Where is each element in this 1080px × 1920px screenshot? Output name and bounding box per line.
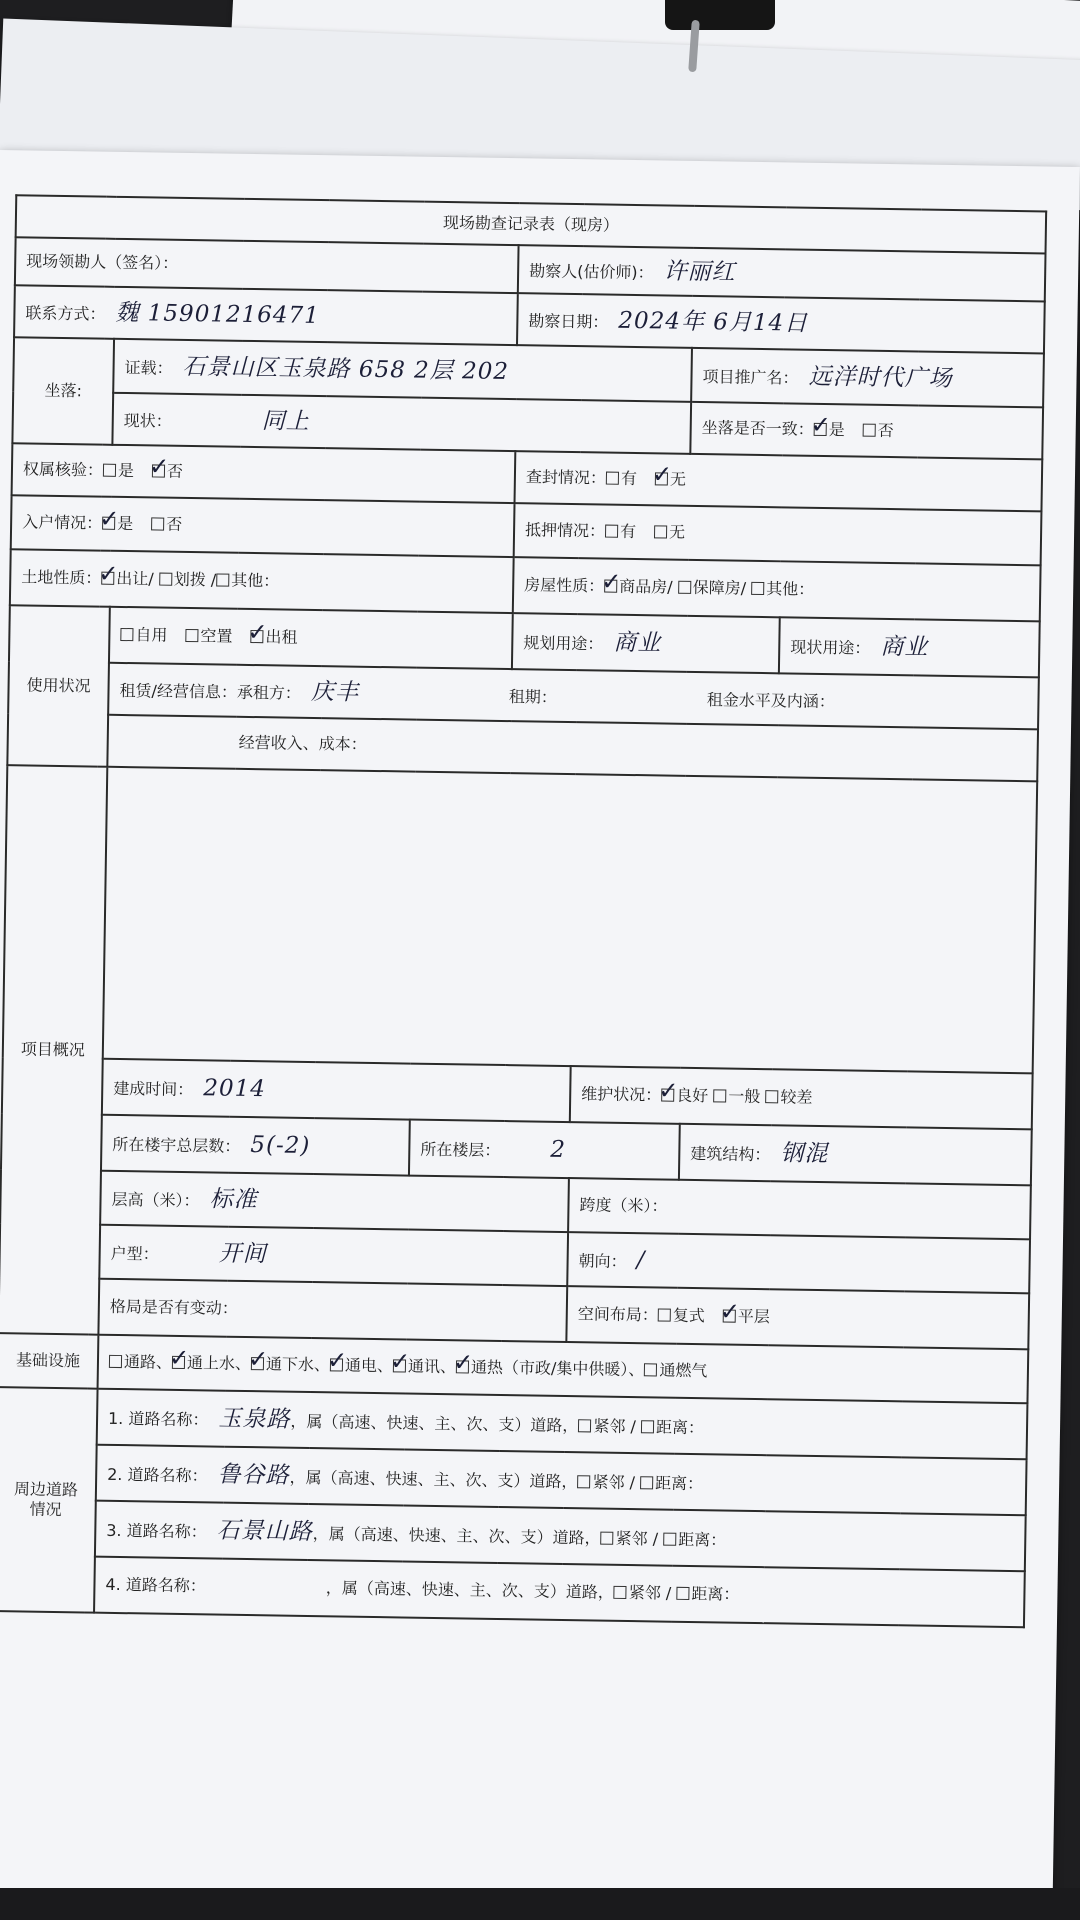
ownership-check-field [12, 443, 516, 503]
road-4-prefix: 4. 道路名称： [105, 1574, 206, 1596]
entry-yes-label: 是 [117, 513, 134, 534]
house-nature-label: 房屋性质： [524, 575, 605, 596]
entry-no-checkbox[interactable] [151, 517, 164, 530]
road-4-distance-checkbox[interactable] [676, 1587, 689, 1600]
survey-date-label: 勘察日期： [528, 310, 609, 332]
land-other-checkbox[interactable] [216, 573, 229, 586]
use-leased-checkbox[interactable] [250, 630, 263, 643]
road-4-adjacent-checkbox[interactable] [614, 1586, 627, 1599]
house-other-checkbox[interactable] [751, 582, 764, 595]
actual-use-field[interactable] [779, 617, 1040, 677]
road-3-distance-label: 距离： [678, 1529, 727, 1550]
infra-drainage-label: 通下水、 [265, 1354, 331, 1375]
location-consistent-label: 坐落是否一致： [701, 418, 814, 439]
current-address-value: 同上 [261, 407, 310, 435]
maint-average-checkbox[interactable] [713, 1089, 726, 1102]
road-1-suffix: ，属（高速、快速、主、次、支）道路， [290, 1411, 579, 1435]
maintenance-label: 维护状况： [581, 1084, 662, 1105]
road-2-adjacent-checkbox[interactable] [577, 1475, 590, 1488]
current-address-field[interactable] [112, 393, 691, 454]
structure-value: 钢混 [780, 1140, 829, 1167]
binder-clip [665, 0, 775, 30]
house-commercial-label: 商品房/ [619, 576, 673, 597]
mortgage-status-label: 抵押情况： [524, 520, 606, 541]
consistent-yes-checkbox[interactable] [814, 423, 827, 436]
mortgage-none-label: 无 [668, 522, 686, 542]
maint-average-label: 一般 [728, 1086, 761, 1107]
seal-status-label: 查封情况： [525, 467, 607, 488]
consistent-no-checkbox[interactable] [863, 424, 876, 437]
assessor-label: 勘察人(估价师)： [529, 260, 654, 282]
floor-height-label: 层高（米）： [111, 1189, 200, 1210]
floor-value: 2 [550, 1136, 567, 1163]
mortgage-have-checkbox[interactable] [605, 525, 618, 538]
space-layout-field [566, 1286, 1029, 1349]
certified-address-value: 石景山区玉泉路 658 2层 202 [182, 353, 510, 385]
maint-good-checkbox[interactable] [661, 1089, 674, 1102]
entry-yes-checkbox[interactable] [102, 517, 115, 530]
seal-have-label: 有 [620, 468, 638, 489]
land-allocation-checkbox[interactable] [159, 573, 172, 586]
floor-label: 所在楼层： [420, 1139, 501, 1160]
road-1-name: 玉泉路 [218, 1405, 291, 1433]
seal-none-label: 无 [669, 469, 687, 489]
road-3-prefix: 3. 道路名称： [106, 1520, 207, 1542]
assessor-value: 许丽红 [663, 258, 736, 286]
unit-type-label: 户型： [110, 1243, 159, 1264]
road-1-distance-label: 距离： [655, 1417, 705, 1437]
house-affordable-checkbox[interactable] [678, 581, 691, 594]
maint-good-label: 良好 [676, 1085, 709, 1106]
promo-name-field[interactable] [691, 348, 1044, 408]
contact-label: 联系方式： [25, 303, 106, 324]
certified-address-label: 证载： [124, 357, 173, 378]
mortgage-status-field [514, 503, 1042, 565]
build-year-label: 建成时间： [113, 1078, 194, 1099]
road-4-adjacent-label: 紧邻 / [628, 1583, 672, 1603]
road-2-prefix: 2. 道路名称： [107, 1464, 208, 1486]
land-transfer-checkbox[interactable] [101, 572, 114, 585]
floor-height-value: 标准 [209, 1186, 258, 1213]
road-1-adjacent-checkbox[interactable] [578, 1419, 591, 1432]
orientation-value: / [636, 1246, 646, 1273]
location-consistent-field [690, 402, 1043, 460]
space-flat-label: 平层 [737, 1306, 770, 1327]
house-affordable-label: 保障房/ [692, 577, 747, 598]
contact-value: 魏 15901216471 [115, 299, 320, 329]
survey-date-field[interactable] [517, 293, 1045, 353]
use-vacant-checkbox[interactable] [185, 629, 198, 642]
assessor-field[interactable] [518, 245, 1046, 301]
road-2-distance-checkbox[interactable] [640, 1476, 653, 1489]
road-4-suffix: ，属（高速、快速、主、次、支）道路， [325, 1578, 614, 1602]
lease-term-label: 租期： [508, 686, 558, 707]
structure-label: 建筑结构： [690, 1143, 771, 1164]
land-nature-label: 土地性质： [21, 567, 102, 588]
promo-name-label: 项目推广名： [702, 366, 799, 388]
site-lead-label: 现场领勘人（签名）： [26, 251, 179, 273]
road-1-distance-checkbox[interactable] [641, 1420, 654, 1433]
build-year-field[interactable] [102, 1059, 571, 1122]
maint-poor-checkbox[interactable] [765, 1090, 778, 1103]
mortgage-have-label: 有 [619, 521, 637, 542]
orientation-label: 朝向： [578, 1250, 627, 1271]
maintenance-field [570, 1066, 1033, 1129]
use-leased-label: 出租 [265, 627, 298, 647]
road-2-adjacent-label: 紧邻 / [592, 1472, 636, 1492]
infra-power-label: 通电、 [344, 1355, 394, 1376]
project-overview-notes-area[interactable] [103, 767, 1037, 1074]
seal-none-checkbox[interactable] [655, 472, 668, 485]
space-flat-checkbox[interactable] [723, 1309, 736, 1322]
total-floors-field[interactable] [101, 1115, 410, 1176]
surrounding-roads-label: 周边道路情况 [0, 1387, 98, 1613]
space-duplex-checkbox[interactable] [658, 1308, 671, 1321]
certified-address-field[interactable] [113, 339, 692, 402]
total-floors-label: 所在楼宇总层数： [112, 1134, 241, 1156]
house-nature-field [513, 557, 1041, 621]
floor-field[interactable] [409, 1120, 680, 1180]
seal-have-checkbox[interactable] [606, 472, 619, 485]
ownership-no-checkbox[interactable] [152, 464, 165, 477]
land-allocation-label: 划拨 / [173, 569, 217, 590]
road-2-name: 鲁谷路 [217, 1461, 290, 1489]
road-3-adjacent-checkbox[interactable] [601, 1531, 614, 1544]
infra-water-supply-label: 通上水、 [186, 1353, 252, 1374]
unit-type-value: 开间 [218, 1240, 267, 1267]
floor-height-field[interactable] [100, 1171, 569, 1232]
infra-power-checkbox[interactable] [330, 1358, 343, 1371]
infra-gas-checkbox[interactable] [644, 1363, 657, 1376]
planned-use-label: 规划用途： [523, 632, 604, 654]
usage-status-label: 使用状况 [7, 605, 110, 767]
ownership-yes-checkbox[interactable] [103, 464, 116, 477]
land-other-label: 其他： [231, 570, 280, 591]
infra-heating-label: 通热（市政/集中供暖）、 [470, 1357, 645, 1380]
site-lead-signature-field[interactable] [15, 237, 519, 293]
location-label: 坐落: [12, 337, 114, 445]
road-2-suffix: ，属（高速、快速、主、次、支）道路， [289, 1467, 578, 1491]
survey-date-value: 2024年 6月14日 [618, 307, 809, 337]
unit-type-field[interactable] [99, 1225, 568, 1286]
promo-name-value: 远洋时代广场 [808, 363, 953, 392]
ownership-yes-label: 是 [117, 460, 135, 481]
seal-status-field [515, 451, 1043, 511]
infra-road-checkbox[interactable] [109, 1355, 122, 1368]
planned-use-field[interactable] [512, 613, 780, 673]
actual-use-label: 现状用途： [790, 637, 871, 658]
entry-status-field [11, 495, 515, 557]
form-title: 现场勘查记录表（现房） [16, 195, 1047, 253]
entry-status-label: 入户情况： [22, 512, 103, 533]
infra-heating-checkbox[interactable] [456, 1360, 469, 1373]
structure-field[interactable] [679, 1124, 1032, 1186]
use-self-checkbox[interactable] [120, 628, 133, 641]
contact-field[interactable] [14, 285, 518, 345]
ownership-label: 权属核验： [22, 459, 104, 480]
total-floors-value: 5(-2) [250, 1131, 311, 1159]
income-cost-label: 经营收入、成本： [238, 732, 367, 754]
house-other-label: 其他： [766, 579, 815, 599]
road-3-adjacent-label: 紧邻 / [615, 1528, 659, 1549]
infra-gas-label: 通燃气 [659, 1360, 708, 1381]
use-self-label: 自用 [135, 625, 168, 645]
tenant-value: 庆丰 [310, 678, 360, 706]
house-commercial-checkbox[interactable] [604, 580, 617, 593]
orientation-field[interactable] [567, 1232, 1030, 1293]
span-label: 跨度（米）： [579, 1195, 668, 1216]
build-year-value: 2014 [203, 1074, 267, 1102]
infra-water-supply-checkbox[interactable] [172, 1356, 185, 1369]
infrastructure-label: 基础设施 [0, 1333, 98, 1389]
maint-poor-label: 较差 [780, 1087, 813, 1107]
survey-record-form [0, 194, 1047, 1628]
mortgage-none-checkbox[interactable] [654, 525, 667, 538]
road-3-suffix: ，属（高速、快速、主、次、支）道路， [312, 1523, 601, 1548]
layout-change-label: 格局是否有变动： [109, 1296, 238, 1318]
road-2-distance-label: 距离： [654, 1473, 704, 1493]
road-3-name: 石景山路 [216, 1517, 313, 1545]
actual-use-value: 商业 [880, 633, 929, 661]
current-address-label: 现状： [123, 410, 172, 431]
road-4-distance-label: 距离： [691, 1584, 740, 1604]
road-1-prefix: 1. 道路名称： [107, 1408, 209, 1430]
consistent-no-label: 否 [877, 420, 894, 441]
planned-use-value: 商业 [613, 629, 662, 657]
road-1-adjacent-label: 紧邻 / [593, 1416, 637, 1436]
infra-drainage-checkbox[interactable] [251, 1357, 264, 1370]
consistent-yes-label: 是 [828, 420, 845, 440]
infra-road-label: 通路、 [123, 1352, 173, 1372]
land-transfer-label: 出让/ [116, 568, 154, 589]
layout-change-field[interactable] [98, 1279, 567, 1342]
use-vacant-label: 空置 [200, 626, 233, 646]
ownership-no-label: 否 [166, 461, 184, 481]
survey-form-sheet [0, 150, 1080, 1912]
land-nature-field [10, 549, 514, 613]
usage-options-field [109, 607, 513, 669]
entry-no-label: 否 [166, 514, 183, 534]
desk-surface [0, 1888, 1080, 1920]
space-layout-label: 空间布局： [577, 1304, 658, 1325]
project-overview-label: 项目概况 [0, 765, 107, 1335]
rent-level-label: 租金水平及内涵： [706, 689, 836, 711]
span-field[interactable] [568, 1178, 1031, 1239]
infra-telecom-label: 通讯、 [407, 1356, 457, 1377]
space-duplex-label: 复式 [672, 1305, 705, 1326]
infra-telecom-checkbox[interactable] [393, 1359, 406, 1372]
lease-info-label: 租赁/经营信息：承租方： [119, 680, 302, 703]
road-3-distance-checkbox[interactable] [663, 1532, 676, 1545]
